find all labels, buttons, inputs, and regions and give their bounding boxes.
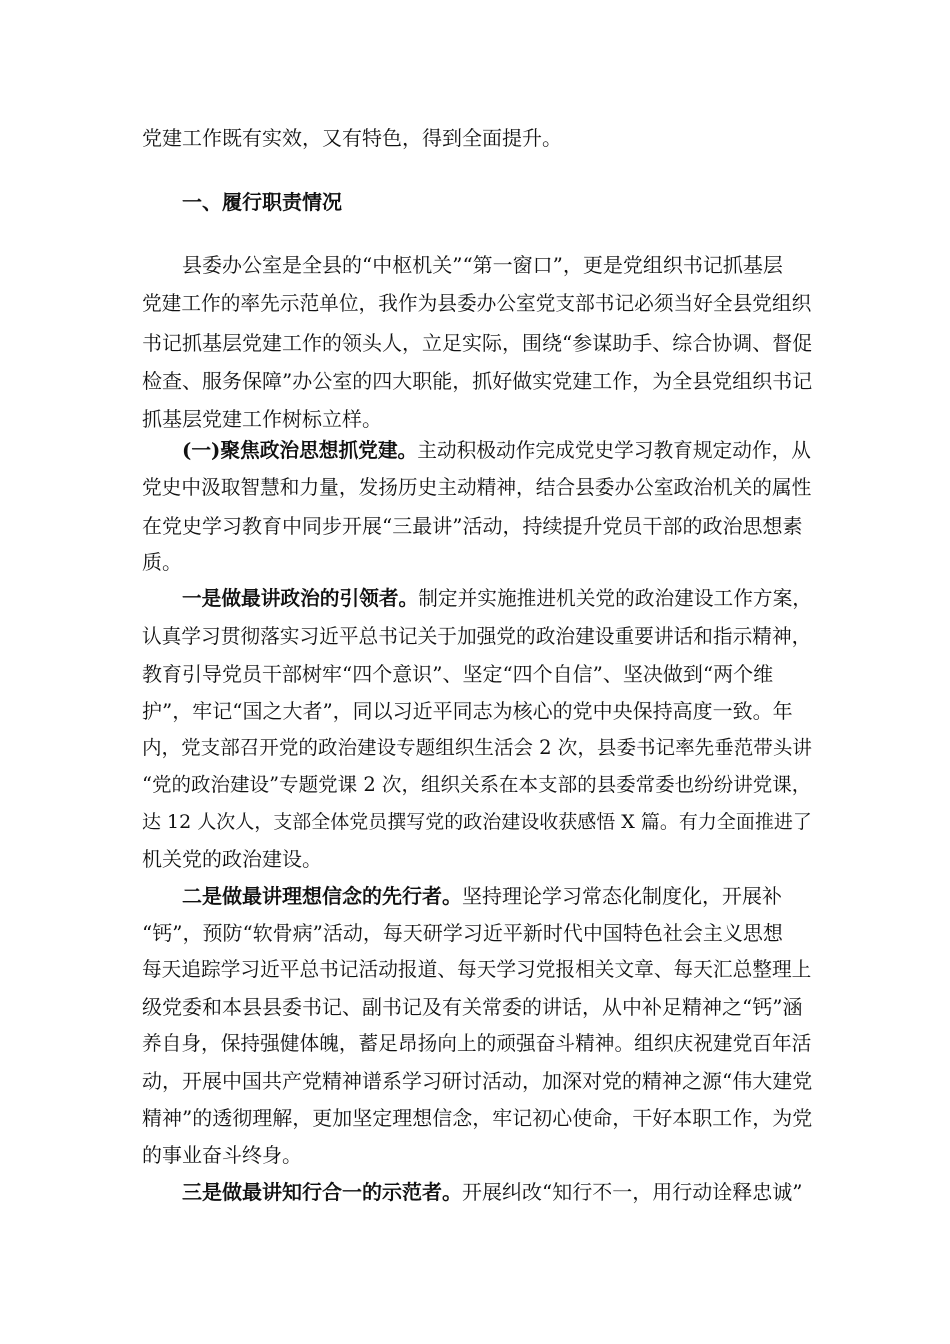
- paragraph-line: 书记抓基层党建工作的领头人，立足实际，围绕“参谋助手、综合协调、督促: [142, 331, 813, 355]
- paragraph-line: 党史中汲取智慧和力量，发扬历史主动精神，结合县委办公室政治机关的属性: [142, 476, 812, 499]
- paragraph-heading: 二是做最讲理想信念的先行者。: [182, 884, 462, 908]
- paragraph-line: 认真学习贯彻落实习近平总书记关于加强党的政治建设重要讲话和指示精神，: [142, 625, 812, 648]
- paragraph-line: 内，党支部召开党的政治建设专题组织生活会 2 次，县委书记率先垂范带头讲: [142, 736, 812, 759]
- paragraph-line: 质。: [142, 550, 182, 574]
- paragraph-line: [182, 1180, 802, 1204]
- paragraph-line: 养自身，保持强健体魄，蓄足昂扬向上的顽强奋斗精神。组织庆祝建党百年活: [142, 1032, 812, 1055]
- paragraph-line: 在党史学习教育中同步开展“三最讲”活动，持续提升党员干部的政治思想素: [142, 514, 803, 538]
- paragraph-line: 检查、服务保障”办公室的四大职能，抓好做实党建工作，为全县党组织书记: [142, 369, 813, 393]
- paragraph-heading: 一是做最讲政治的引领者。: [182, 587, 419, 610]
- paragraph-line: 动，开展中国共产党精神谱系学习研讨活动，加深对党的精神之源“伟大建党: [142, 1069, 813, 1093]
- paragraph-heading: (一)聚焦政治思想抓党建。: [182, 438, 418, 462]
- paragraph-line: 精神”的透彻理解，更加坚定理想信念，牢记初心使命，干好本职工作，为党: [142, 1106, 813, 1130]
- paragraph-line: [182, 438, 811, 463]
- paragraph-line: 县委办公室是全县的“中枢机关”“第一窗口”，更是党组织书记抓基层: [182, 253, 783, 277]
- paragraph-text: 主动积极动作完成党史学习教育规定动作，从: [417, 439, 811, 462]
- paragraph-line: 抓基层党建工作树标立样。: [142, 407, 382, 431]
- paragraph-line: “钙”，预防“软骨病”活动，每天研学习近平新时代中国特色社会主义思想: [142, 921, 783, 945]
- paragraph-line: 的事业奋斗终身。: [142, 1143, 302, 1167]
- paragraph-line: [182, 884, 782, 908]
- paragraph-line: 护”，牢记“国之大者”，同以习近平同志为核心的党中央保持高度一致。年: [142, 699, 793, 723]
- paragraph-heading: 三是做最讲知行合一的示范者。: [182, 1180, 462, 1204]
- paragraph-text: 制定并实施推进机关党的政治建设工作方案，: [418, 587, 812, 610]
- paragraph-line: “党的政治建设”专题党课 2 次，组织关系在本支部的县委常委也纷纷讲党课，: [142, 773, 812, 796]
- paragraph-text: 坚持理论学习常态化制度化，开展补: [462, 884, 782, 908]
- paragraph-text: 开展纠改“知行不一，用行动诠释忠诚”: [462, 1180, 803, 1204]
- paragraph-line: 达 12 人次人，支部全体党员撰写党的政治建设收获感悟 X 篇。有力全面推进了: [142, 811, 812, 833]
- paragraph-line: 党建工作的率先示范单位，我作为县委办公室党支部书记必须当好全县党组织: [142, 292, 812, 315]
- paragraph-line: 级党委和本县县委书记、副书记及有关常委的讲话，从中补足精神之“钙”涵: [142, 995, 803, 1019]
- section-heading: 一、履行职责情况: [182, 190, 342, 214]
- opening-line: 党建工作既有实效，又有特色，得到全面提升。: [142, 126, 562, 150]
- paragraph-line: [182, 587, 812, 611]
- paragraph-line: 每天追踪学习近平总书记活动报道、每天学习党报相关文章、每天汇总整理上: [142, 958, 812, 981]
- paragraph-line: 机关党的政治建设。: [142, 847, 322, 871]
- paragraph-line: 教育引导党员干部树牢“四个意识”、坚定“四个自信”、坚决做到“两个维: [142, 662, 774, 686]
